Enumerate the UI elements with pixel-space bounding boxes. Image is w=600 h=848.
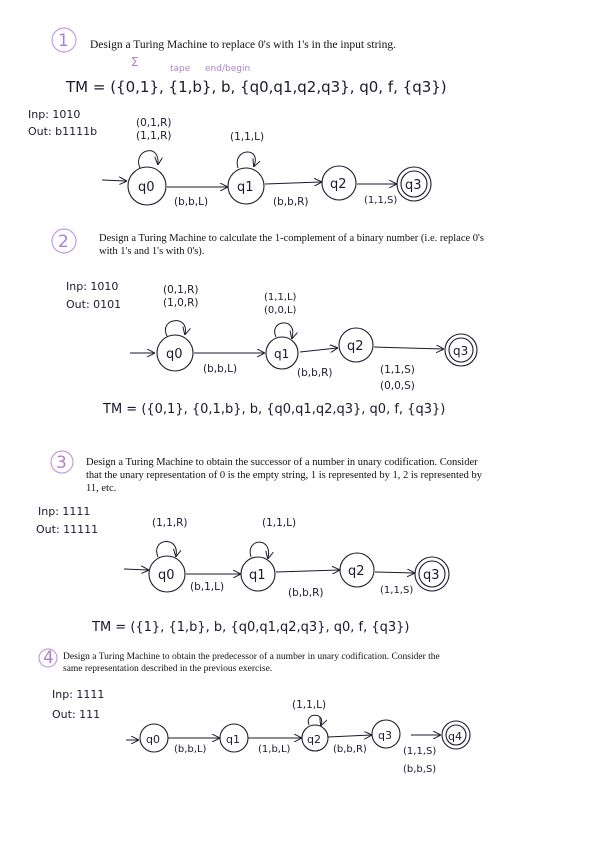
exercise-4-number [39,648,57,668]
exercise-1-state-diagram [102,117,431,208]
endbegin-annotation: end/begin [205,64,251,74]
state-q0-label: q0 [158,568,175,583]
exercise-2-state-diagram [130,284,477,392]
edge-q2-q3-label-1: (1,1,S) [380,364,415,376]
exercise-1-output: Out: b1111b [28,125,98,138]
state-q2-label: q2 [307,733,321,746]
state-q0-label: q0 [166,347,183,362]
state-q3-label: q3 [378,729,392,742]
edge-q0-q1-label: (b,b,L) [203,363,238,375]
loop-q0 [139,151,159,168]
state-q1-label: q1 [237,180,254,195]
loop-q1-label-2: (0,0,L) [264,305,297,316]
edge-q1-q2-label: (b,b,R) [297,367,333,379]
state-q2-label: q2 [330,177,347,192]
edge-q1-q2 [276,570,339,572]
state-q1-label: q1 [226,733,240,746]
loop-q1 [250,542,268,558]
exercise-4-state-diagram [126,699,470,775]
exercise-4-input: Inp: 1111 [52,688,105,701]
exercise-3-state-diagram [124,517,449,599]
svg-text:1: 1 [58,31,69,51]
loop-q0 [165,321,185,336]
edge-q3-q4-label-1: (1,1,S) [403,746,437,757]
loop-q0-label-2: (1,1,R) [136,130,172,142]
state-q1-label: q1 [274,347,290,361]
tape-annotation: tape [170,64,191,74]
exercise-2-output: Out: 0101 [66,298,122,311]
edge-q1-q2 [265,182,321,184]
loop-q0 [157,541,177,557]
exercise-4-output: Out: 111 [52,708,101,721]
exercise-3-input: Inp: 1111 [38,505,91,518]
exercise-1-prompt: Design a Turing Machine to replace 0's with 1's in the input string. [90,39,396,51]
loop-q0-label-1: (0,1,R) [163,284,199,296]
edge-q2-q3-label: (1,1,S) [380,585,414,596]
edge-q1-q2 [300,348,337,352]
edge-q2-q3 [374,347,443,349]
loop-q2 [308,715,321,725]
state-q1-label: q1 [249,568,266,583]
edge-q2-q3-label: (b,b,R) [333,744,367,755]
edge-q1-q2-label: (b,b,R) [273,196,309,208]
svg-text:2: 2 [58,232,69,252]
exercise-2-number [52,229,76,253]
edge-q1-q2-label: (b,b,R) [288,587,324,599]
state-q2-label: q2 [347,339,364,354]
state-q0-label: q0 [146,733,160,746]
exercise-1-number [52,28,76,52]
state-q4-label: q4 [448,730,462,743]
edge-q0-q1-label: (b,b,L) [174,744,207,755]
edge-q2-q3-label: (1,1,S) [364,195,398,206]
exercise-4-prompt: Design a Turing Machine to obtain the predecessor of a number in unary codification. Consider the same representation described in the previous exercise. [63,652,440,674]
loop-q1 [237,152,255,168]
edge-q0-q1-label: (b,1,L) [190,581,225,593]
loop-q1-label: (1,1,L) [262,517,297,529]
svg-text:3: 3 [56,453,67,473]
exercise-2-input: Inp: 1010 [66,280,119,293]
exercise-2-prompt: Design a Turing Machine to calculate the 1-complement of a binary number (i.e. replace 0's with 1's and 1's with 0's). [99,233,485,258]
svg-text:4: 4 [43,648,54,668]
state-q3-label: q3 [423,568,440,583]
edge-q1-q2-label: (1,b,L) [258,744,291,755]
exercise-3-prompt: Design a Turing Machine to obtain the successor of a number in unary codification. Consider that the unary representation of 0 is the empty string, 1 is represented by 1, 2 is represented by 11, etc. [86,457,482,495]
edge-q0-q1-label: (b,b,L) [174,196,209,208]
exercise-1-tm-definition: TM = ({0,1}, {1,b}, b, {q0,q1,q2,q3}, q0, f, {q3}) [66,78,447,96]
exercise-1-input: Inp: 1010 [28,108,81,121]
loop-q0-label-1: (0,1,R) [136,117,172,129]
state-q0-label: q0 [138,180,155,195]
loop-q1 [275,323,293,338]
loop-q0-label-2: (1,0,R) [163,297,199,309]
state-q3-label: q3 [453,344,469,358]
loop-q0-label: (1,1,R) [152,517,188,529]
start-arrow [102,180,126,181]
loop-q1-label: (1,1,L) [230,131,265,143]
exercise-3-number [51,451,73,473]
state-q3-label: q3 [405,178,422,193]
sigma-annotation: Σ [131,55,139,69]
edge-q3-q4-label-2: (b,b,S) [403,764,437,775]
state-q2-label: q2 [348,564,365,579]
loop-q2-label: (1,1,L) [292,699,327,711]
start-arrow [124,569,148,570]
edge-q2-q3 [328,735,371,737]
exercise-3-output: Out: 11111 [36,523,99,536]
loop-q1-label-1: (1,1,L) [264,292,297,303]
exercise-2-tm-definition: TM = ({0,1}, {0,1,b}, b, {q0,q1,q2,q3}, q0, f, {q3}) [103,402,446,417]
exercise-3-tm-definition: TM = ({1}, {1,b}, b, {q0,q1,q2,q3}, q0, f, {q3}) [92,620,410,635]
edge-q2-q3 [375,572,414,573]
edge-q2-q3-label-2: (0,0,S) [380,380,415,392]
